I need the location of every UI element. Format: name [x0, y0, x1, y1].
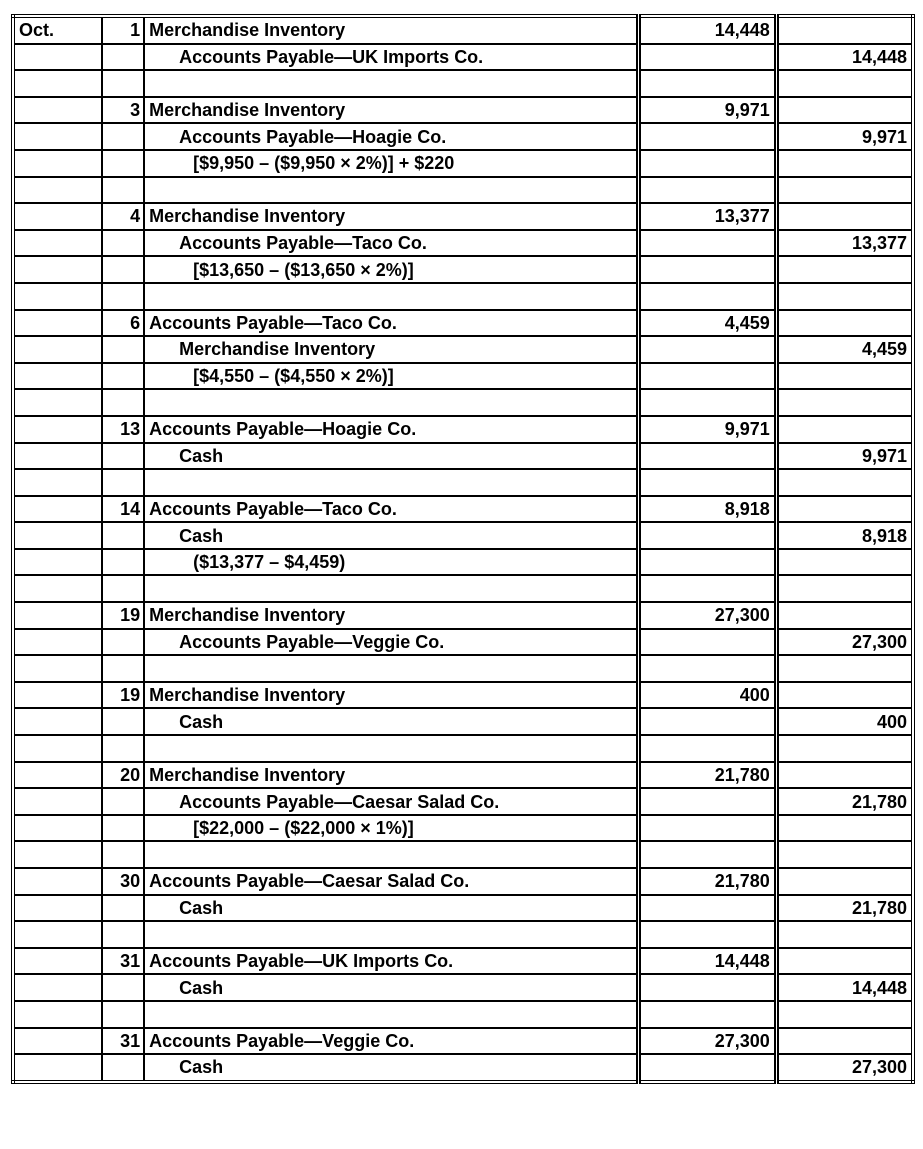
debit-cell: 14,448: [638, 948, 776, 975]
credit-cell: 27,300: [776, 629, 913, 656]
empty-cell: [144, 283, 638, 310]
explanation-cell: [144, 549, 638, 576]
debit-cell: [638, 895, 776, 922]
account-name: Merchandise Inventory: [149, 685, 346, 706]
account-cell: [144, 496, 638, 523]
empty-cell: [13, 469, 102, 496]
journal-row: [13, 602, 913, 629]
journal-row: [13, 256, 913, 283]
account-name: Accounts Payable—Taco Co.: [149, 312, 397, 333]
day-cell: [102, 895, 144, 922]
account-cell: [144, 230, 638, 257]
date-cell: [13, 549, 102, 576]
blank-row: [13, 735, 913, 762]
debit-cell: [638, 629, 776, 656]
debit-cell: 21,780: [638, 762, 776, 789]
empty-cell: [102, 575, 144, 602]
empty-cell: [776, 921, 913, 948]
day-cell: 6: [102, 310, 144, 337]
account-name: Merchandise Inventory: [149, 206, 346, 227]
date-cell: [13, 522, 102, 549]
empty-cell: [144, 575, 638, 602]
date-cell: [13, 44, 102, 71]
blank-row: [13, 283, 913, 310]
journal-row: [13, 363, 913, 390]
account-cell: [144, 708, 638, 735]
empty-cell: [776, 841, 913, 868]
account-cell: [144, 336, 638, 363]
journal-row: [13, 895, 913, 922]
journal-row: [13, 97, 913, 124]
credit-cell: [776, 549, 913, 576]
day-cell: [102, 629, 144, 656]
debit-cell: [638, 788, 776, 815]
credit-cell: [776, 868, 913, 895]
date-cell: [13, 416, 102, 443]
journal-row: [13, 150, 913, 177]
day-cell: 13: [102, 416, 144, 443]
account-cell: [144, 203, 638, 230]
blank-row: [13, 655, 913, 682]
debit-cell: [638, 522, 776, 549]
journal-entries-table: [11, 14, 915, 1084]
credit-cell: [776, 16, 913, 44]
credit-cell: [776, 682, 913, 709]
account-name: Merchandise Inventory: [179, 339, 376, 360]
account-name: Accounts Payable—Veggie Co.: [179, 631, 445, 652]
empty-cell: [13, 177, 102, 204]
day-cell: 19: [102, 602, 144, 629]
credit-cell: [776, 150, 913, 177]
date-cell: [13, 762, 102, 789]
debit-cell: [638, 1054, 776, 1082]
day-cell: [102, 549, 144, 576]
credit-cell: 13,377: [776, 230, 913, 257]
date-cell: [13, 788, 102, 815]
debit-cell: 400: [638, 682, 776, 709]
day-cell: [102, 443, 144, 470]
date-cell: [13, 629, 102, 656]
day-cell: 3: [102, 97, 144, 124]
day-cell: 30: [102, 868, 144, 895]
empty-cell: [13, 921, 102, 948]
journal-row: [13, 522, 913, 549]
account-name: Accounts Payable—Caesar Salad Co.: [179, 791, 500, 812]
empty-cell: [102, 177, 144, 204]
day-cell: [102, 256, 144, 283]
empty-cell: [13, 655, 102, 682]
date-cell: [13, 230, 102, 257]
account-name: Accounts Payable—Veggie Co.: [149, 1030, 415, 1051]
journal-row: [13, 16, 913, 44]
empty-cell: [638, 469, 776, 496]
blank-row: [13, 389, 913, 416]
empty-cell: [638, 1001, 776, 1028]
credit-cell: 9,971: [776, 443, 913, 470]
journal-row: [13, 443, 913, 470]
empty-cell: [102, 735, 144, 762]
credit-cell: 9,971: [776, 123, 913, 150]
empty-cell: [102, 389, 144, 416]
account-name: Merchandise Inventory: [149, 20, 346, 41]
debit-cell: [638, 549, 776, 576]
day-cell: [102, 123, 144, 150]
day-cell: [102, 974, 144, 1001]
journal-row: [13, 1054, 913, 1082]
empty-cell: [102, 1001, 144, 1028]
debit-cell: [638, 974, 776, 1001]
account-cell: [144, 948, 638, 975]
explanation-cell: [144, 815, 638, 842]
account-cell: [144, 868, 638, 895]
empty-cell: [144, 735, 638, 762]
blank-row: [13, 841, 913, 868]
credit-cell: 21,780: [776, 788, 913, 815]
date-cell: [13, 682, 102, 709]
date-cell: [13, 203, 102, 230]
explanation-text: [$4,550 – ($4,550 × 2%)]: [193, 366, 394, 387]
day-cell: [102, 363, 144, 390]
empty-cell: [13, 283, 102, 310]
journal-row: [13, 948, 913, 975]
debit-cell: [638, 123, 776, 150]
credit-cell: [776, 363, 913, 390]
day-cell: 1: [102, 16, 144, 44]
blank-row: [13, 177, 913, 204]
credit-cell: 8,918: [776, 522, 913, 549]
empty-cell: [776, 469, 913, 496]
date-cell: [13, 868, 102, 895]
credit-cell: [776, 948, 913, 975]
journal-row: [13, 629, 913, 656]
journal-row: [13, 336, 913, 363]
account-cell: [144, 416, 638, 443]
day-cell: [102, 788, 144, 815]
empty-cell: [638, 655, 776, 682]
day-cell: [102, 230, 144, 257]
empty-cell: [144, 389, 638, 416]
debit-cell: 21,780: [638, 868, 776, 895]
journal-row: [13, 1028, 913, 1055]
empty-cell: [102, 70, 144, 97]
journal-row: [13, 762, 913, 789]
explanation-cell: [144, 256, 638, 283]
credit-cell: 21,780: [776, 895, 913, 922]
account-name: Accounts Payable—Caesar Salad Co.: [149, 871, 470, 892]
account-cell: [144, 522, 638, 549]
account-name: Accounts Payable—UK Imports Co.: [149, 951, 454, 972]
day-cell: [102, 44, 144, 71]
day-cell: [102, 150, 144, 177]
account-name: Merchandise Inventory: [149, 764, 346, 785]
account-cell: [144, 895, 638, 922]
date-cell: [13, 948, 102, 975]
credit-cell: 14,448: [776, 44, 913, 71]
credit-cell: [776, 815, 913, 842]
date-cell: [13, 443, 102, 470]
empty-cell: [638, 735, 776, 762]
account-name: Cash: [179, 711, 224, 732]
date-cell: [13, 97, 102, 124]
debit-cell: [638, 815, 776, 842]
date-cell: [13, 708, 102, 735]
empty-cell: [144, 921, 638, 948]
debit-cell: [638, 230, 776, 257]
empty-cell: [638, 389, 776, 416]
blank-row: [13, 469, 913, 496]
journal-row: [13, 815, 913, 842]
blank-row: [13, 921, 913, 948]
empty-cell: [144, 469, 638, 496]
date-cell: [13, 256, 102, 283]
explanation-cell: [144, 363, 638, 390]
empty-cell: [144, 1001, 638, 1028]
credit-cell: [776, 203, 913, 230]
date-cell: [13, 123, 102, 150]
debit-cell: [638, 443, 776, 470]
explanation-text: [$13,650 – ($13,650 × 2%)]: [193, 259, 414, 280]
day-cell: [102, 1054, 144, 1082]
journal-row: [13, 708, 913, 735]
account-cell: [144, 974, 638, 1001]
credit-cell: [776, 310, 913, 337]
account-cell: [144, 97, 638, 124]
empty-cell: [13, 1001, 102, 1028]
empty-cell: [144, 655, 638, 682]
date-cell: [13, 815, 102, 842]
date-cell: [13, 1054, 102, 1082]
day-cell: 19: [102, 682, 144, 709]
credit-cell: 400: [776, 708, 913, 735]
explanation-text: ($13,377 – $4,459): [193, 552, 346, 573]
account-name: Merchandise Inventory: [149, 100, 346, 121]
account-name: Accounts Payable—Taco Co.: [179, 233, 427, 254]
journal-row: [13, 44, 913, 71]
empty-cell: [638, 575, 776, 602]
explanation-cell: [144, 150, 638, 177]
credit-cell: 4,459: [776, 336, 913, 363]
journal-row: [13, 788, 913, 815]
account-name: Accounts Payable—Hoagie Co.: [179, 126, 447, 147]
journal-row: [13, 123, 913, 150]
journal-row: [13, 682, 913, 709]
empty-cell: [638, 70, 776, 97]
account-cell: [144, 1054, 638, 1082]
blank-row: [13, 1001, 913, 1028]
empty-cell: [776, 177, 913, 204]
credit-cell: 27,300: [776, 1054, 913, 1082]
date-cell: [13, 1028, 102, 1055]
account-cell: [144, 44, 638, 71]
day-cell: 4: [102, 203, 144, 230]
empty-cell: [102, 841, 144, 868]
date-cell: [13, 496, 102, 523]
date-cell: Oct.: [13, 16, 102, 44]
empty-cell: [776, 655, 913, 682]
date-cell: [13, 363, 102, 390]
empty-cell: [638, 283, 776, 310]
journal-row: [13, 230, 913, 257]
date-cell: [13, 602, 102, 629]
empty-cell: [102, 469, 144, 496]
journal-row: [13, 868, 913, 895]
date-cell: [13, 895, 102, 922]
explanation-text: [$22,000 – ($22,000 × 1%)]: [193, 818, 414, 839]
debit-cell: 13,377: [638, 203, 776, 230]
account-name: Accounts Payable—Hoagie Co.: [149, 419, 417, 440]
empty-cell: [638, 921, 776, 948]
empty-cell: [638, 841, 776, 868]
account-name: Cash: [179, 977, 224, 998]
debit-cell: [638, 363, 776, 390]
account-cell: [144, 16, 638, 44]
debit-cell: [638, 150, 776, 177]
date-cell: [13, 974, 102, 1001]
account-cell: [144, 443, 638, 470]
empty-cell: [102, 921, 144, 948]
debit-cell: 4,459: [638, 310, 776, 337]
journal-row: [13, 496, 913, 523]
account-cell: [144, 123, 638, 150]
day-cell: [102, 708, 144, 735]
credit-cell: [776, 1028, 913, 1055]
empty-cell: [13, 70, 102, 97]
account-cell: [144, 762, 638, 789]
debit-cell: 9,971: [638, 97, 776, 124]
journal-row: [13, 416, 913, 443]
account-name: Accounts Payable—Taco Co.: [149, 498, 397, 519]
debit-cell: [638, 44, 776, 71]
credit-cell: [776, 416, 913, 443]
empty-cell: [144, 177, 638, 204]
date-cell: [13, 310, 102, 337]
account-cell: [144, 310, 638, 337]
credit-cell: [776, 496, 913, 523]
account-name: Accounts Payable—UK Imports Co.: [179, 46, 484, 67]
debit-cell: 27,300: [638, 602, 776, 629]
debit-cell: 14,448: [638, 16, 776, 44]
empty-cell: [13, 575, 102, 602]
account-cell: [144, 788, 638, 815]
account-name: Cash: [179, 525, 224, 546]
day-cell: [102, 336, 144, 363]
account-cell: [144, 602, 638, 629]
blank-row: [13, 70, 913, 97]
credit-cell: 14,448: [776, 974, 913, 1001]
date-cell: [13, 336, 102, 363]
account-name: Merchandise Inventory: [149, 605, 346, 626]
empty-cell: [776, 1001, 913, 1028]
credit-cell: [776, 762, 913, 789]
empty-cell: [776, 575, 913, 602]
blank-row: [13, 575, 913, 602]
debit-cell: 27,300: [638, 1028, 776, 1055]
debit-cell: 8,918: [638, 496, 776, 523]
credit-cell: [776, 602, 913, 629]
journal-row: [13, 310, 913, 337]
empty-cell: [776, 389, 913, 416]
empty-cell: [776, 735, 913, 762]
empty-cell: [638, 177, 776, 204]
account-name: Cash: [179, 445, 224, 466]
day-cell: [102, 522, 144, 549]
day-cell: [102, 815, 144, 842]
empty-cell: [144, 70, 638, 97]
debit-cell: [638, 708, 776, 735]
account-cell: [144, 682, 638, 709]
day-cell: 20: [102, 762, 144, 789]
journal-row: [13, 974, 913, 1001]
empty-cell: [102, 655, 144, 682]
debit-cell: [638, 336, 776, 363]
empty-cell: [13, 389, 102, 416]
empty-cell: [13, 735, 102, 762]
empty-cell: [144, 841, 638, 868]
debit-cell: [638, 256, 776, 283]
day-cell: 31: [102, 1028, 144, 1055]
account-cell: [144, 629, 638, 656]
credit-cell: [776, 256, 913, 283]
journal-row: [13, 203, 913, 230]
account-name: Cash: [179, 1057, 224, 1078]
empty-cell: [102, 283, 144, 310]
account-cell: [144, 1028, 638, 1055]
date-cell: [13, 150, 102, 177]
day-cell: 14: [102, 496, 144, 523]
empty-cell: [13, 841, 102, 868]
credit-cell: [776, 97, 913, 124]
empty-cell: [776, 70, 913, 97]
empty-cell: [776, 283, 913, 310]
journal-row: [13, 549, 913, 576]
explanation-text: [$9,950 – ($9,950 × 2%)] + $220: [193, 153, 455, 174]
account-name: Cash: [179, 897, 224, 918]
day-cell: 31: [102, 948, 144, 975]
debit-cell: 9,971: [638, 416, 776, 443]
